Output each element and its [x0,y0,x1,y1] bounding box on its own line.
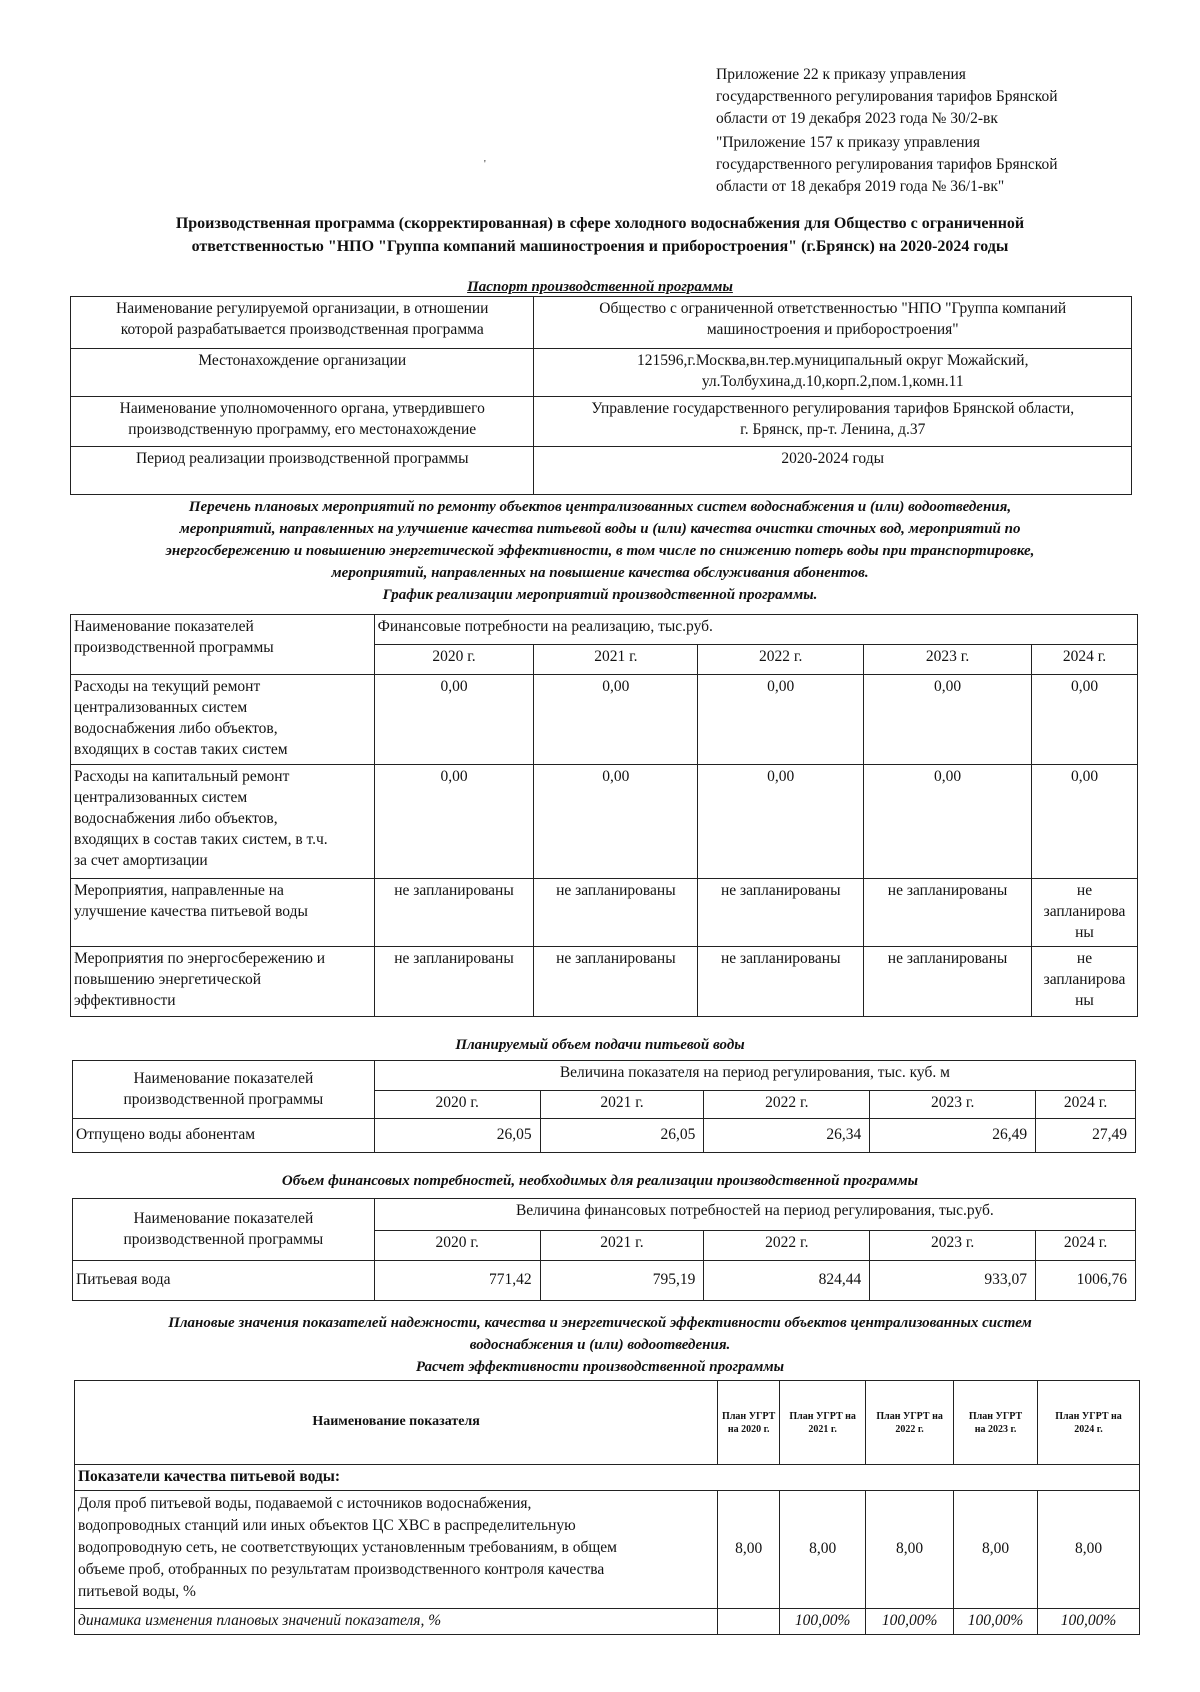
passport-label: Местонахождение организации [71,349,534,397]
finance-group-label: Величина финансовых потребностей на период регулирования, тыс.руб. [374,1199,1135,1231]
table-row [71,879,1138,947]
passport-row [71,397,1132,447]
year-header: 2022 г. [698,645,864,675]
table-cell: 1006,76 [1036,1261,1136,1301]
plan-header: План УГРТ на 2024 г. [1038,1381,1140,1465]
annex-note-157 [716,132,1136,198]
indicators-heading: Плановые значения показателей надежности, качества и энергетической эффективности объектов централизованных систем водоснабжения и (или) водоотведения. Расчет эффективности производственной программы [168,1315,1032,1375]
year-header: 2024 г. [1032,645,1138,675]
table-cell: 100,00% [954,1609,1038,1635]
table-cell: 795,19 [540,1261,704,1301]
measures-group-label: Финансовые потребности на реализацию, тыс.руб. [374,615,1137,645]
table-cell: не запланированы [698,879,864,947]
row-label: Расходы на текущий ремонт централизованных систем водоснабжения либо объектов, входящих в состав таких систем [71,675,375,765]
title-line: ответственностью "НПО "Группа компаний машиностроения и приборостроения" (г.Брянск) на 2020-2024 годы [191,238,1009,255]
table-cell: 0,00 [864,765,1032,879]
section-label: Показатели качества питьевой воды: [75,1465,1140,1491]
passport-row [71,297,1132,349]
year-header: 2021 г. [534,645,698,675]
passport-value: Управление государственного регулирования тарифов Брянской области, г. Брянск, пр-т. Ленина, д.37 [534,397,1132,447]
passport-table [70,296,1132,495]
table-cell: 0,00 [1032,675,1138,765]
year-header: 2023 г. [864,645,1032,675]
year-header: 2020 г. [374,645,534,675]
table-cell: 8,00 [780,1491,866,1609]
measures-heading: Перечень плановых мероприятий по ремонту объектов централизованных систем водоснабжения и (или) водоотведения, мероприятий, направленных на улучшение качества питьевой воды и (или) качества очистки сточных вод, мероприятий по энергосбережению и повышению энергетической эффективности, в том числе по снижению потерь воды при транспортировке, мероприятий, направленных на повышение качества обслуживания абонентов. График реализации мероприятий производственной программы. [165,499,1035,603]
title-line: Производственная программа (скорректированная) в сфере холодного водоснабжения для Общество с ограниченной [175,215,1025,232]
table-cell: 100,00% [780,1609,866,1635]
table-cell: не запланированы [534,879,698,947]
supply-group-label: Величина показателя на период регулирования, тыс. куб. м [374,1061,1135,1091]
table-cell: 8,00 [718,1491,780,1609]
table-cell: не запланирова ны [1032,946,1138,1016]
table-cell: не запланированы [374,946,534,1016]
table-cell: не запланирова ны [1032,879,1138,947]
annex-line: государственного регулирования тарифов Брянской [716,88,1058,105]
year-header: 2024 г. [1036,1231,1136,1261]
table-row [71,946,1138,1016]
supply-col-label: Наименование показателей производственной программы [73,1061,375,1119]
row-label: Расходы на капитальный ремонт централизованных систем водоснабжения либо объектов, входящих в состав таких систем, в т.ч. за счет амортизации [71,765,375,879]
table-cell: 0,00 [698,765,864,879]
table-row [75,1491,1140,1609]
table-cell: 824,44 [704,1261,870,1301]
measures-col-label: Наименование показателей производственной программы [71,615,375,675]
indicator-col-label: Наименование показателя [75,1381,718,1465]
table-cell: 771,42 [374,1261,540,1301]
finance-col-label: Наименование показателей производственной программы [73,1199,375,1261]
table-cell: 100,00% [1038,1609,1140,1635]
indicators-table [74,1380,1140,1635]
row-label: Питьевая вода [73,1261,375,1301]
measures-table [70,614,1138,1017]
table-cell: 8,00 [1038,1491,1140,1609]
row-label: Мероприятия, направленные на улучшение качества питьевой воды [71,879,375,947]
passport-heading: Паспорт производственной программы [467,279,733,295]
annex-line: государственного регулирования тарифов Брянской [716,156,1058,173]
table-cell: не запланированы [864,879,1032,947]
stray-mark: ' [484,159,486,170]
finance-heading: Объем финансовых потребностей, необходимых для реализации производственной программы [281,1173,919,1189]
row-label: Доля проб питьевой воды, подаваемой с источников водоснабжения, водопроводных станций или иных объектов ЦС ХВС в распределительную водопроводную сеть, не соответствующих установленным требованиям, в общем объеме проб, отобранных по результатам производственного контроля качества питьевой воды, % [75,1491,718,1609]
table-cell: не запланированы [698,946,864,1016]
year-header: 2020 г. [374,1091,540,1119]
table-cell: 26,34 [704,1119,870,1153]
annex-line: "Приложение 157 к приказу управления [716,134,980,151]
supply-table [72,1060,1136,1153]
dynamics-label: динамика изменения плановых значений показателя, % [75,1609,718,1635]
plan-header: План УГРТ на 2022 г. [866,1381,954,1465]
year-header: 2021 г. [540,1091,704,1119]
passport-value: Общество с ограниченной ответственностью "НПО "Группа компаний машиностроения и приборостроения" [534,297,1132,349]
annex-note-22 [716,64,1136,130]
year-header: 2022 г. [704,1231,870,1261]
table-cell: 0,00 [864,675,1032,765]
table-cell: 26,05 [540,1119,704,1153]
year-header: 2021 г. [540,1231,704,1261]
annex-line: Приложение 22 к приказу управления [716,66,966,83]
passport-value: 121596,г.Москва,вн.тер.муниципальный округ Можайский, ул.Толбухина,д.10,корп.2,пом.1,комн.11 [534,349,1132,397]
table-cell: 26,49 [870,1119,1036,1153]
table-row [75,1609,1140,1635]
table-cell: 0,00 [374,765,534,879]
supply-heading: Планируемый объем подачи питьевой воды [455,1037,745,1053]
table-cell: 933,07 [870,1261,1036,1301]
table-cell: 0,00 [1032,765,1138,879]
table-cell: не запланированы [534,946,698,1016]
table-row [71,675,1138,765]
year-header: 2023 г. [870,1231,1036,1261]
table-cell: 100,00% [866,1609,954,1635]
annex-line: области от 19 декабря 2023 года № 30/2-вк [716,110,998,127]
passport-label: Наименование регулируемой организации, в отношении которой разрабатывается производственная программа [71,297,534,349]
table-cell: не запланированы [374,879,534,947]
table-cell: 0,00 [534,765,698,879]
row-label: Мероприятия по энергосбережению и повышению энергетической эффективности [71,946,375,1016]
year-header: 2023 г. [870,1091,1036,1119]
table-cell [718,1609,780,1635]
table-row [73,1119,1136,1153]
plan-header: План УГРТ на 2021 г. [780,1381,866,1465]
plan-header: План УГРТ на 2020 г. [718,1381,780,1465]
plan-header: План УГРТ на 2023 г. [954,1381,1038,1465]
table-cell: 26,05 [374,1119,540,1153]
passport-row [71,447,1132,495]
finance-table [72,1198,1136,1301]
year-header: 2022 г. [704,1091,870,1119]
year-header: 2020 г. [374,1231,540,1261]
year-header: 2024 г. [1036,1091,1136,1119]
table-cell: 8,00 [954,1491,1038,1609]
table-cell: 27,49 [1036,1119,1136,1153]
table-row [71,765,1138,879]
passport-label: Наименование уполномоченного органа, утвердившего производственную программу, его местонахождение [71,397,534,447]
row-label: Отпущено воды абонентам [73,1119,375,1153]
table-row [73,1261,1136,1301]
table-cell: 0,00 [374,675,534,765]
passport-label: Период реализации производственной программы [71,447,534,495]
passport-value: 2020-2024 годы [534,447,1132,495]
table-cell: 8,00 [866,1491,954,1609]
table-cell: 0,00 [698,675,864,765]
table-cell: 0,00 [534,675,698,765]
table-cell: не запланированы [864,946,1032,1016]
passport-row [71,349,1132,397]
document-title [70,212,1130,258]
annex-line: области от 18 декабря 2019 года № 36/1-вк" [716,178,1005,195]
